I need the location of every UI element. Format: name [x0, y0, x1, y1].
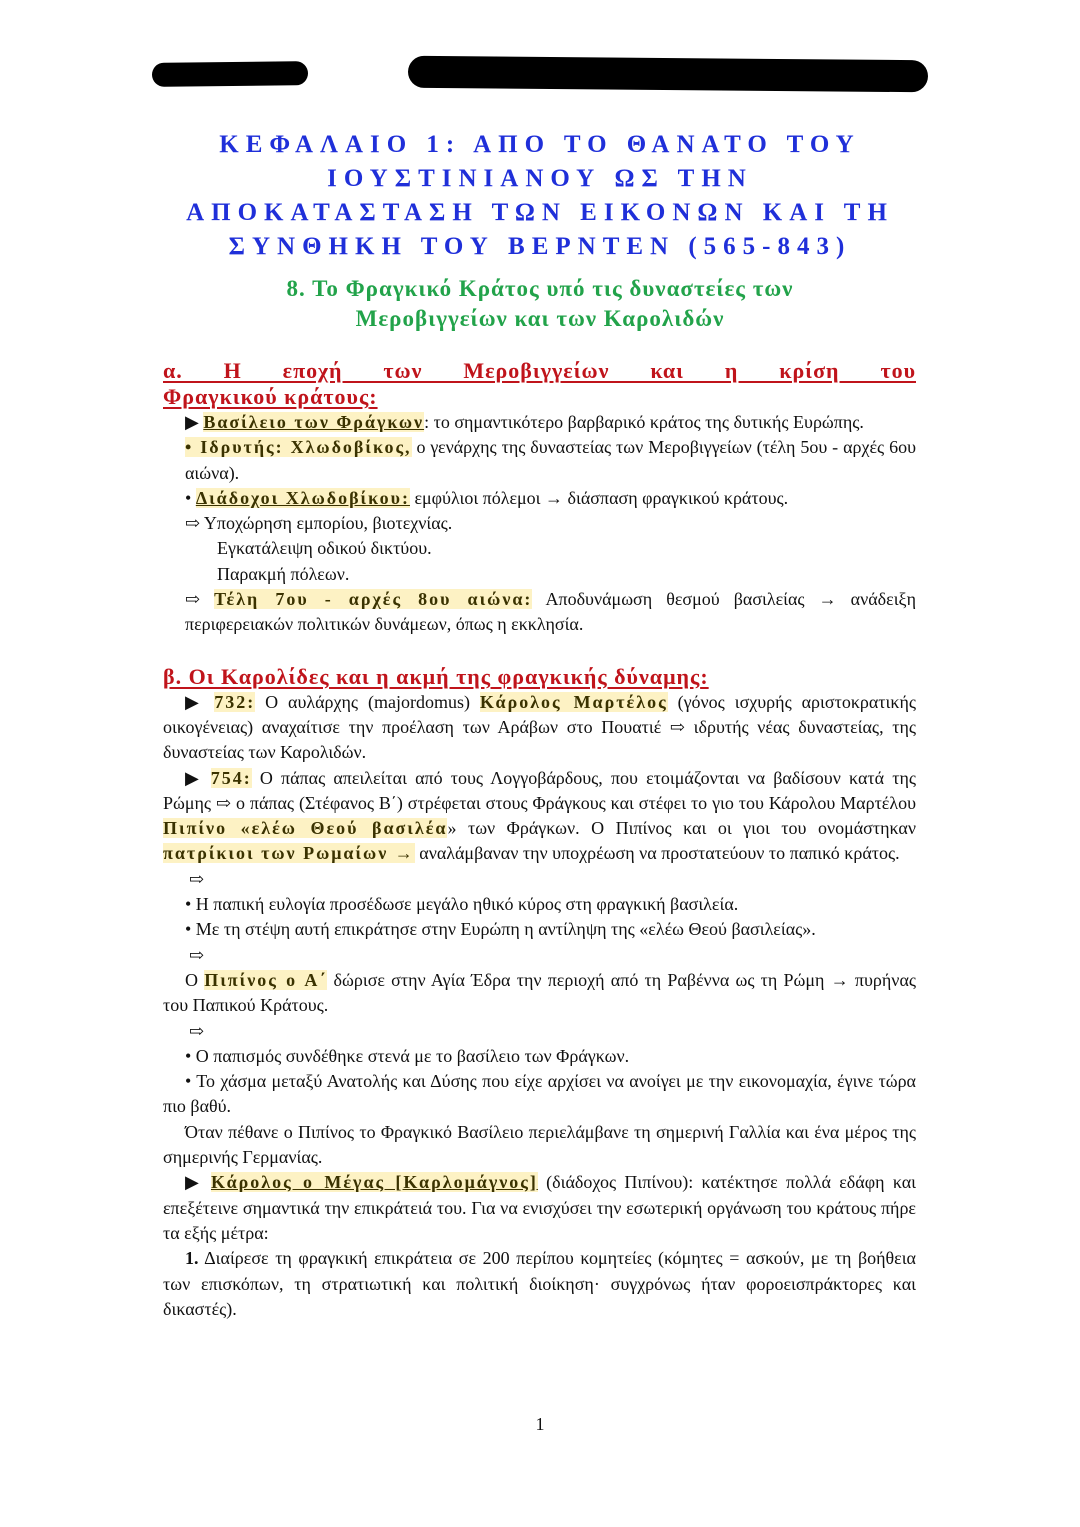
highlight-key: Κάρολος ο Μέγας [Καρλομάγνος] — [210, 1172, 538, 1193]
highlight-key: Κάρολος Μαρτέλος — [479, 691, 668, 712]
subheading-a-line1: α. Η εποχή των Μεροβιγγείων και η κρίση του — [163, 358, 916, 383]
paragraph: Παρακμή πόλεων. — [217, 563, 350, 584]
highlight-key: • Ιδρυτής: Χλωδοβίκος, — [185, 437, 412, 458]
chapter-title-line: ΚΕΦΑΛΑΙΟ 1: ΑΠΟ ΤΟ ΘΑΝΑΤΟ ΤΟΥ — [219, 131, 861, 158]
highlight-key: Πιπίνο «ελέω Θεού βασιλέα — [163, 818, 448, 839]
arrow-icon: ⇨ — [189, 868, 205, 889]
bullet-item: • Το χάσμα μεταξύ Ανατολής και Δύσης που είχε αρχίσει να ανοίγει με την εικονομαχία, έγινε τώρα πιο βαθύ. — [163, 1071, 916, 1117]
highlight-key: 732: — [214, 691, 256, 712]
highlight-key: Τέλη 7ου - αρχές 8ου αιώνα: — [214, 589, 533, 610]
subheading-a-line2: Φραγκικού κράτους: — [163, 384, 378, 409]
highlight-key: Βασίλειο των Φράγκων — [203, 412, 425, 432]
highlight-key: 754: — [210, 767, 252, 788]
document-body — [163, 358, 916, 1322]
section-title — [165, 274, 915, 334]
paragraph: ▶ 732: Ο αυλάρχης (majordomus) Κάρολος Μαρτέλος (γόνος ισχυρής αριστοκρατικής οικογένειας) αναχαίτισε την προέλαση των Αράβων στο Πουατιέ ⇨ ιδρυτής νέας δυναστείας, της δυναστείας των Καρολιδών. — [163, 691, 916, 763]
paragraph: 1. Διαίρεσε τη φραγκική επικράτεια σε 200 περίπου κομητείες (κόμητες = ασκούν, με τη βοήθεια των επισκόπων, τη στρατιωτική και πολιτική διοίκηση· συγχρόνως ήταν φοροεισπράκτορες και δικαστές). — [163, 1248, 916, 1319]
paragraph: ▶ Βασίλειο των Φράγκων: το σημαντικότερο βαρβαρικό κράτος της δυτικής Ευρώπης. — [185, 412, 864, 432]
page-number: 1 — [535, 1414, 545, 1434]
chapter-title — [150, 128, 930, 264]
paragraph: Εγκατάλειψη οδικού δικτύου. — [217, 538, 432, 559]
triangle-bullet-icon: ▶ — [185, 1172, 203, 1193]
arrow-icon: ⇨ — [185, 589, 201, 610]
triangle-bullet-icon: ▶ — [185, 767, 203, 788]
redaction-mark-left — [152, 61, 308, 87]
chapter-title-line: ΑΠΟΚΑΤΑΣΤΑΣΗ ΤΩΝ ΕΙΚΟΝΩΝ ΚΑΙ ΤΗ — [186, 199, 894, 226]
bullet-item: • Η παπική ευλογία προσέδωσε μεγάλο ηθικό κύρος στη φραγκική βασιλεία. — [185, 894, 739, 915]
arrow-icon: ⇨ — [189, 1020, 205, 1041]
paragraph: ⇨ Τέλη 7ου - αρχές 8ου αιώνα: Αποδυνάμωση θεσμού βασιλείας → ανάδειξη περιφερειακών πολιτικών δυνάμεων, όπως η εκκλησία. — [185, 589, 916, 635]
subheading-b: β. Οι Καρολίδες και η ακμή της φραγκικής δύναμης: — [163, 663, 709, 689]
bullet-item: • Ο παπισμός συνδέθηκε στενά με το βασίλειο των Φράγκων. — [185, 1045, 630, 1066]
paragraph: Όταν πέθανε ο Πιπίνος το Φραγκικό Βασίλειο περιελάμβανε τη σημερινή Γαλλία και ένα μέρος της σημερινής Γερμανίας. — [163, 1121, 916, 1168]
paragraph: ▶ Κάρολος ο Μέγας [Καρλομάγνος] (διάδοχος Πιπίνου): κατέκτησε πολλά εδάφη και επεξέτεινε σημαντικά την επικράτειά του. Για να ενισχύσει την εσωτερική οργάνωση του κράτους πήρε τα εξής μέτρα: — [163, 1172, 917, 1243]
triangle-bullet-icon: ▶ — [185, 691, 205, 712]
paragraph: ▶ 754: Ο πάπας απειλείται από τους Λογγοβάρδους, που ετοιμάζονται να βαδίσουν κατά της Ρώμης ⇨ ο πάπας (Στέφανος Β΄) στρέφεται στους Φράγκους και στέφει το γιο του Κάρολου Μαρτέλου Πιπίνο «ελέω Θεού βασιλέα» των Φράγκων. Ο Πιπίνος και οι γιοι του ονομάστηκαν πατρίκιοι των Ρωμαίων → αναλάμβαναν την υποχρέωση να προστατεύουν το παπικό κράτος. — [163, 767, 917, 864]
bullet-item: • Με τη στέψη αυτή επικράτησε στην Ευρώπη η αντίληψη της «ελέω Θεού βασιλείας». — [185, 919, 816, 940]
paragraph: • Διάδοχοι Χλωδοβίκου: εμφύλιοι πόλεμοι → διάσπαση φραγκικού κράτους. — [185, 487, 789, 508]
highlight-key: Διάδοχοι Χλωδοβίκου: — [195, 487, 410, 508]
triangle-bullet-icon: ▶ — [185, 412, 199, 432]
chapter-title-line: ΙΟΥΣΤΙΝΙΑΝΟΥ ΩΣ ΤΗΝ — [327, 165, 753, 192]
subheading-a — [163, 358, 916, 410]
paragraph: ⇨ Υποχώρηση εμπορίου, βιοτεχνίας. — [185, 513, 453, 534]
paragraph: • Ιδρυτής: Χλωδοβίκος, ο γενάρχης της δυναστείας των Μεροβιγγείων (τέλη 5ου - αρχές 6ου αιώνα). — [185, 437, 916, 483]
highlight-key: Πιπίνος ο Α΄ — [204, 969, 328, 990]
paragraph: Ο Πιπίνος ο Α΄ δώρισε στην Αγία Έδρα την περιοχή από τη Ραβέννα ως τη Ρώμη → πυρήνας του Παπικού Κράτους. — [163, 969, 916, 1016]
chapter-title-line: ΣΥΝΘΗΚΗ ΤΟΥ ΒΕΡΝΤΕΝ (565-843) — [228, 233, 852, 260]
redaction-mark-overlap — [740, 60, 860, 76]
arrow-icon: ⇨ — [189, 944, 205, 965]
section-title-line: Μεροβιγγείων και των Καρολιδών — [355, 306, 725, 331]
highlight-key: πατρίκιοι των Ρωμαίων → — [163, 843, 415, 864]
section-title-line: 8. Το Φραγκικό Κράτος υπό τις δυναστείες των — [286, 276, 794, 301]
